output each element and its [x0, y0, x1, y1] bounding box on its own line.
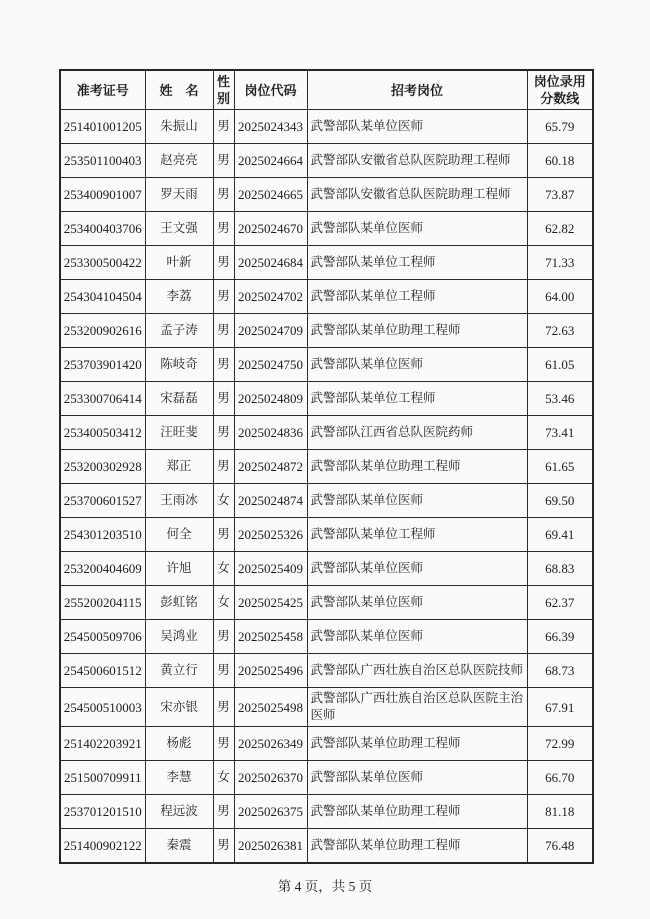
cell-code: 2025026370 [234, 761, 307, 795]
cell-code: 2025025458 [234, 620, 307, 654]
cell-exam-id: 253400503412 [60, 416, 145, 450]
table-row [60, 727, 593, 761]
cell-gender: 男 [213, 246, 234, 280]
cell-score: 61.05 [527, 348, 593, 382]
cell-score: 62.82 [527, 212, 593, 246]
cell-exam-id: 253400403706 [60, 212, 145, 246]
table-row [60, 688, 593, 727]
cell-exam-id: 254500510003 [60, 688, 145, 727]
cell-code: 2025025409 [234, 552, 307, 586]
cell-position: 武警部队某单位医师 [307, 552, 527, 586]
cell-exam-id: 251500709911 [60, 761, 145, 795]
table-row [60, 829, 593, 864]
cell-code: 2025025326 [234, 518, 307, 552]
table-row [60, 382, 593, 416]
table-row [60, 144, 593, 178]
cell-position: 武警部队江西省总队医院药师 [307, 416, 527, 450]
cell-exam-id: 253300500422 [60, 246, 145, 280]
table-header-row [60, 70, 593, 110]
cell-name: 王文强 [145, 212, 213, 246]
table-row [60, 586, 593, 620]
cell-position: 武警部队某单位工程师 [307, 518, 527, 552]
cell-score: 72.99 [527, 727, 593, 761]
page-number: 第 4 页，共 5 页 [277, 879, 373, 894]
cell-exam-id: 253200302928 [60, 450, 145, 484]
cell-code: 2025024809 [234, 382, 307, 416]
cell-gender: 女 [213, 552, 234, 586]
table-row [60, 314, 593, 348]
cell-gender: 男 [213, 727, 234, 761]
cell-score: 69.41 [527, 518, 593, 552]
cell-code: 2025024874 [234, 484, 307, 518]
cell-code: 2025026349 [234, 727, 307, 761]
cell-exam-id: 253703901420 [60, 348, 145, 382]
cell-exam-id: 254500601512 [60, 654, 145, 688]
cell-gender: 女 [213, 484, 234, 518]
table-body [60, 110, 593, 864]
cell-position: 武警部队某单位工程师 [307, 382, 527, 416]
cell-exam-id: 253200902616 [60, 314, 145, 348]
cell-score: 65.79 [527, 110, 593, 144]
cell-score: 61.65 [527, 450, 593, 484]
cell-position: 武警部队某单位医师 [307, 212, 527, 246]
cell-name: 吴鸿业 [145, 620, 213, 654]
cell-score: 69.50 [527, 484, 593, 518]
cell-position: 武警部队广西壮族自治区总队医院技师 [307, 654, 527, 688]
cell-gender: 男 [213, 518, 234, 552]
cell-name: 秦震 [145, 829, 213, 864]
cell-gender: 男 [213, 382, 234, 416]
cell-gender: 男 [213, 795, 234, 829]
table-row [60, 212, 593, 246]
cell-name: 汪旺斐 [145, 416, 213, 450]
cell-score: 67.91 [527, 688, 593, 727]
cell-score: 68.83 [527, 552, 593, 586]
col-header-name: 姓 名 [145, 70, 213, 110]
cell-exam-id: 253300706414 [60, 382, 145, 416]
cell-code: 2025025498 [234, 688, 307, 727]
col-header-position: 招考岗位 [307, 70, 527, 110]
cell-name: 郑正 [145, 450, 213, 484]
cell-exam-id: 253700601527 [60, 484, 145, 518]
col-header-code: 岗位代码 [234, 70, 307, 110]
cell-name: 赵亮亮 [145, 144, 213, 178]
cell-code: 2025025425 [234, 586, 307, 620]
cell-position: 武警部队安徽省总队医院助理工程师 [307, 144, 527, 178]
table-row [60, 620, 593, 654]
cell-exam-id: 251401001205 [60, 110, 145, 144]
cell-score: 64.00 [527, 280, 593, 314]
cell-exam-id: 254500509706 [60, 620, 145, 654]
cell-gender: 男 [213, 314, 234, 348]
cell-gender: 女 [213, 761, 234, 795]
cell-code: 2025024343 [234, 110, 307, 144]
cell-score: 72.63 [527, 314, 593, 348]
cell-name: 叶新 [145, 246, 213, 280]
cell-exam-id: 251402203921 [60, 727, 145, 761]
table-row [60, 178, 593, 212]
cell-score: 66.70 [527, 761, 593, 795]
cell-gender: 男 [213, 178, 234, 212]
cell-name: 孟子涛 [145, 314, 213, 348]
cell-name: 程远波 [145, 795, 213, 829]
cell-position: 武警部队广西壮族自治区总队医院主治医师 [307, 688, 527, 727]
table-row [60, 761, 593, 795]
cell-gender: 男 [213, 348, 234, 382]
cell-code: 2025024872 [234, 450, 307, 484]
cell-score: 73.87 [527, 178, 593, 212]
cell-gender: 男 [213, 654, 234, 688]
cell-position: 武警部队某单位助理工程师 [307, 314, 527, 348]
cell-score: 62.37 [527, 586, 593, 620]
cell-code: 2025024670 [234, 212, 307, 246]
score-table [59, 69, 594, 864]
col-header-gender: 性别 [213, 70, 234, 110]
cell-exam-id: 253400901007 [60, 178, 145, 212]
cell-position: 武警部队某单位医师 [307, 110, 527, 144]
cell-gender: 男 [213, 620, 234, 654]
cell-score: 53.46 [527, 382, 593, 416]
cell-exam-id: 255200204115 [60, 586, 145, 620]
table-row [60, 280, 593, 314]
cell-score: 81.18 [527, 795, 593, 829]
cell-code: 2025024709 [234, 314, 307, 348]
table-row [60, 795, 593, 829]
cell-score: 71.33 [527, 246, 593, 280]
cell-code: 2025024836 [234, 416, 307, 450]
cell-gender: 男 [213, 450, 234, 484]
cell-gender: 男 [213, 688, 234, 727]
cell-code: 2025024702 [234, 280, 307, 314]
table-row [60, 110, 593, 144]
cell-gender: 男 [213, 110, 234, 144]
cell-position: 武警部队某单位工程师 [307, 246, 527, 280]
cell-gender: 女 [213, 586, 234, 620]
cell-exam-id: 251400902122 [60, 829, 145, 864]
cell-code: 2025024684 [234, 246, 307, 280]
cell-name: 李荔 [145, 280, 213, 314]
cell-name: 许旭 [145, 552, 213, 586]
cell-position: 武警部队某单位医师 [307, 348, 527, 382]
cell-name: 彭虹铭 [145, 586, 213, 620]
cell-name: 宋亦银 [145, 688, 213, 727]
cell-position: 武警部队某单位助理工程师 [307, 727, 527, 761]
table-row [60, 552, 593, 586]
cell-position: 武警部队某单位医师 [307, 484, 527, 518]
col-header-score: 岗位录用分数线 [527, 70, 593, 110]
cell-name: 宋磊磊 [145, 382, 213, 416]
col-header-exam-id: 准考证号 [60, 70, 145, 110]
table-row [60, 484, 593, 518]
cell-name: 李慧 [145, 761, 213, 795]
cell-exam-id: 253200404609 [60, 552, 145, 586]
cell-exam-id: 253501100403 [60, 144, 145, 178]
cell-code: 2025024664 [234, 144, 307, 178]
cell-position: 武警部队某单位医师 [307, 620, 527, 654]
cell-gender: 男 [213, 212, 234, 246]
cell-exam-id: 254301203510 [60, 518, 145, 552]
table-row [60, 450, 593, 484]
cell-position: 武警部队某单位工程师 [307, 280, 527, 314]
cell-gender: 男 [213, 829, 234, 864]
cell-name: 朱振山 [145, 110, 213, 144]
cell-position: 武警部队安徽省总队医院助理工程师 [307, 178, 527, 212]
cell-gender: 男 [213, 280, 234, 314]
table-row [60, 518, 593, 552]
cell-name: 王雨冰 [145, 484, 213, 518]
cell-score: 73.41 [527, 416, 593, 450]
cell-name: 何全 [145, 518, 213, 552]
cell-position: 武警部队某单位助理工程师 [307, 450, 527, 484]
cell-name: 杨彪 [145, 727, 213, 761]
cell-exam-id: 254304104504 [60, 280, 145, 314]
table-row [60, 416, 593, 450]
cell-score: 60.18 [527, 144, 593, 178]
cell-gender: 男 [213, 144, 234, 178]
cell-name: 陈岐奇 [145, 348, 213, 382]
table-row [60, 654, 593, 688]
table-row [60, 246, 593, 280]
cell-code: 2025026381 [234, 829, 307, 864]
cell-code: 2025025496 [234, 654, 307, 688]
cell-name: 黄立行 [145, 654, 213, 688]
cell-score: 66.39 [527, 620, 593, 654]
cell-position: 武警部队某单位医师 [307, 761, 527, 795]
cell-code: 2025024665 [234, 178, 307, 212]
cell-position: 武警部队某单位医师 [307, 586, 527, 620]
cell-exam-id: 253701201510 [60, 795, 145, 829]
cell-score: 76.48 [527, 829, 593, 864]
table-row [60, 348, 593, 382]
cell-score: 68.73 [527, 654, 593, 688]
cell-position: 武警部队某单位助理工程师 [307, 795, 527, 829]
cell-code: 2025026375 [234, 795, 307, 829]
cell-gender: 男 [213, 416, 234, 450]
cell-name: 罗天雨 [145, 178, 213, 212]
cell-position: 武警部队某单位助理工程师 [307, 829, 527, 864]
cell-code: 2025024750 [234, 348, 307, 382]
